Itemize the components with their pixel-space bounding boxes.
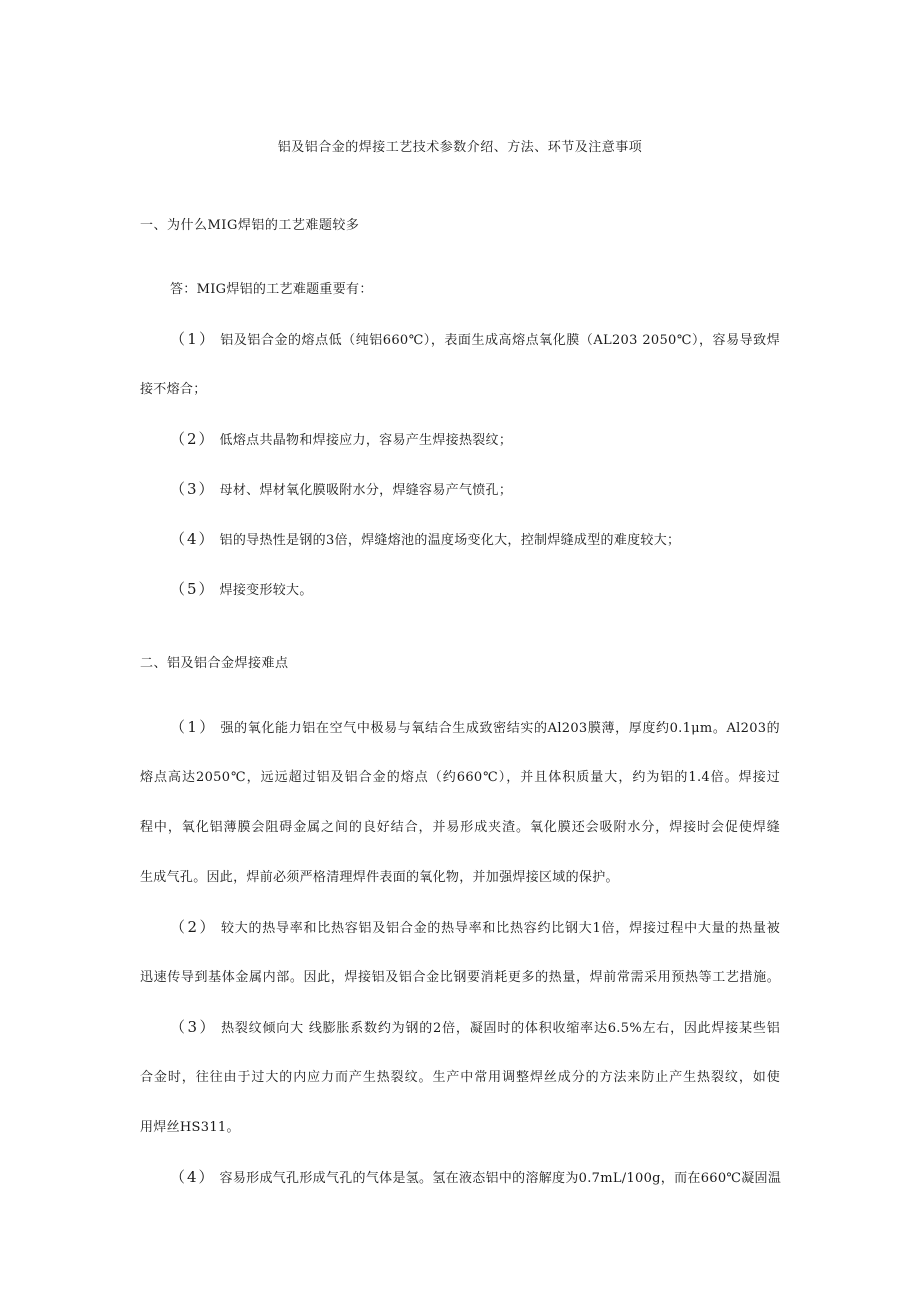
item-number: （4） [170,530,216,548]
item-text: 铝的导热性是钢的3倍，焊缝熔池的温度场变化大，控制焊缝成型的难度较大； [219,533,681,548]
item-text: 容易形成气孔形成气孔的气体是氢。氢在液态铝中的溶解度为0.7mL/100g，而在660℃凝固温 [219,1171,782,1186]
section-1-item-1 [170,328,780,349]
item-number: （2） [170,430,216,448]
item-text: 铝及铝合金的熔点低（纯铝660℃），表面生成高熔点氧化膜（AL203 2050℃），容易导致焊 [220,333,780,348]
section-2-heading: 二、铝及铝合金焊接难点 [140,656,289,671]
section-2-item-3-line-3: 用焊丝HS311。 [140,1120,240,1135]
item-number: （3） [170,1018,218,1036]
section-1-item-5 [170,578,313,599]
document-title: 铝及铝合金的焊接工艺技术参数介绍、方法、环节及注意事项 [277,140,643,155]
item-text: 焊接变形较大。 [219,583,313,598]
item-text: 较大的热导率和比热容铝及铝合金的热导率和比热容约比钢大1倍，焊接过程中大量的热量被 [220,921,780,936]
item-number: （4） [170,1168,216,1186]
section-2-item-1-line-4: 生成气孔。因此，焊前必须严格清理焊件表面的氧化物，并加强焊接区域的保护。 [140,870,619,885]
section-2-item-2 [170,916,780,937]
section-1-heading: 一、为什么MIG焊铝的工艺难题较多 [140,218,360,233]
section-2-item-1-line-3: 程中，氧化铝薄膜会阻碍金属之间的良好结合，并易形成夹渣。氧化膜还会吸附水分，焊接时会促使焊缝 [140,820,780,835]
item-text: 热裂纹倾向大 线膨胀系数约为钢的2倍，凝固时的体积收缩率达6.5%左右，因此焊接某些铝 [221,1021,780,1036]
item-text: 母材、焊材氧化膜吸附水分，焊缝容易产气愤孔； [219,483,513,498]
section-1-answer: 答：MIG焊铝的工艺难题重要有： [170,282,373,297]
section-1-item-3 [170,478,512,499]
item-number: （5） [170,580,216,598]
item-number: （3） [170,480,216,498]
section-2-item-3-line-2: 合金时，往往由于过大的内应力而产生热裂纹。生产中常用调整焊丝成分的方法来防止产生热裂纹，如使 [140,1070,780,1085]
item-number: （1） [170,718,217,736]
section-2-item-3 [170,1016,780,1037]
section-2-item-4 [170,1166,780,1187]
item-number: （2） [170,918,217,936]
item-text: 强的氧化能力铝在空气中极易与氧结合生成致密结实的Al203膜薄，厚度约0.1μm。Al203的 [220,721,780,736]
section-1-item-1-continued: 接不熔合； [140,382,207,397]
section-2-item-1 [170,716,780,737]
item-text: 低熔点共晶物和焊接应力，容易产生焊接热裂纹； [219,433,513,448]
section-1-item-2 [170,428,512,449]
item-number: （1） [170,330,217,348]
section-1-item-4 [170,528,680,549]
section-2-item-1-line-2: 熔点高达2050℃，远远超过铝及铝合金的熔点（约660℃），并且体积质量大，约为铝的1.4倍。焊接过 [140,770,780,785]
section-2-item-2-line-2: 迅速传导到基体金属内部。因此，焊接铝及铝合金比钢要消耗更多的热量，焊前常需采用预热等工艺措施。 [140,970,780,985]
